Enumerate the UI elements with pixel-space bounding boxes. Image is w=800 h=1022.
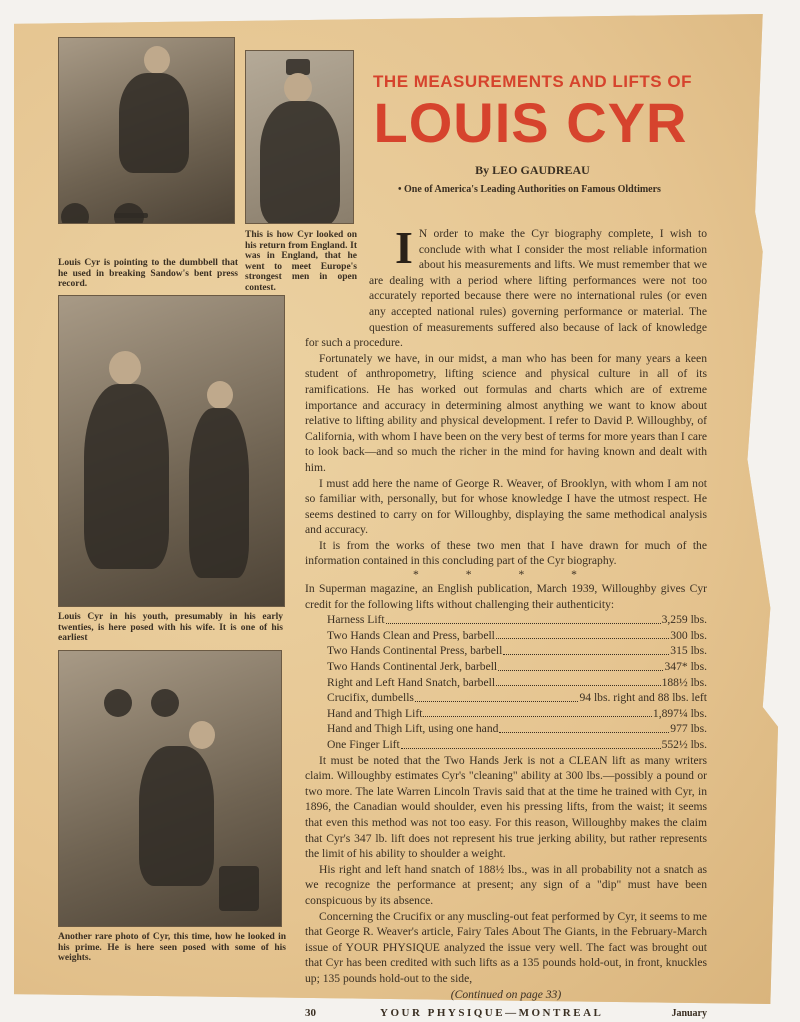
lift-name: One Finger Lift [327,738,400,751]
lift-row [305,659,707,675]
lift-row [305,737,707,753]
page-footer [305,1006,707,1022]
lift-name: Hand and Thigh Lift, using one hand [327,722,499,736]
issue-month: January [671,1008,707,1020]
lift-name: Two Hands Continental Jerk, barbell [327,660,498,674]
photo-cyr-dumbbell [58,37,235,224]
lift-name: Two Hands Clean and Press, barbell [327,628,495,642]
lift-value: 552½ lbs. [661,738,707,751]
continued-note: (Continued on page 33) [450,987,562,1001]
lift-row [305,643,707,659]
section-divider: * * * * [413,568,599,582]
dot-leader [386,612,661,624]
lift-row [305,675,707,691]
photo-cyr-with-wife [58,295,285,607]
dot-leader [503,643,669,655]
title-line-1: THE MEASUREMENTS AND LIFTS OF [373,72,692,91]
lift-row [305,690,707,706]
lift-name: Harness Lift [327,613,385,627]
lift-value: 3,259 lbs. [661,613,707,627]
lift-name: Hand and Thigh Lift [327,706,423,720]
lift-row [305,628,707,644]
lift-value: 315 lbs. [670,644,707,658]
lift-name: Two Hands Continental Press, barbell [327,644,503,658]
paragraph-2: Fortunately we have, in our midst, a man who has been for many years a keen student of anthropometry, lifting science and physical culture in all of its ramifications. He has worked out formulas and charts which are of extreme importance and accuracy in determining almost anything we want to know about relative to lifting ability and physical development. I refer to David P. Willoughby, of California, with whom I have been on the very best of terms for more years than I care to look back—and so much the richer in the mind for having known and dealt with him. [305,351,707,474]
lift-value: 94 lbs. right and 88 lbs. left [579,691,707,705]
lift-row [305,721,707,737]
paragraph-8: Concerning the Crucifix or any muscling-out feat performed by Cyr, it seems to me that George R. Weaver's article, Fairy Tales About The Giants, in the February-March issue of YOUR PHYSIQUE analyzed the issue very well. The fact was brought out that Cyr has been credited with such lifts as a 135 pounds hold-out, in front, knuckles up; 135 pounds hold-out to the side, [305,909,707,985]
lift-value: 1,897¼ lbs. [652,706,707,720]
byline: By LEO GAUDREAU [475,163,590,177]
dot-leader [496,675,661,687]
magazine-name: YOUR PHYSIQUE—MONTREAL [380,1007,604,1020]
title-line-2: LOUIS CYR [373,91,688,154]
dot-leader [499,721,669,733]
paragraph-5: In Superman magazine, an English publication, March 1939, Willoughby gives Cyr credit for the following lifts without challenging their authenticity: [305,582,707,611]
paragraph-3: I must add here the name of George R. Weaver, of Brooklyn, with whom I am not so familiar with, personally, but for whose knowledge I have the utmost respect. He seems destined to carry on for Willoughby, displaying the same methodical analysis and accuracy. [305,476,707,537]
lift-row [305,612,707,628]
dot-leader [496,628,669,640]
paragraph-4: It is from the works of these two men that I have drawn for much of the information contained in this concluding part of the Cyr biography. [305,538,707,568]
caption-clearance [305,226,369,326]
dot-leader [423,706,651,718]
paragraph-6: It must be noted that the Two Hands Jerk is not a CLEAN lift as many writers claim. Willoughby estimates Cyr's "cleaning" ability at 300 lbs.—possibly a pound or two more. The late Warren Lincoln Travis said that at the time he trained with Cyr, in 1896, the Canadian would shoulder, even his pressing lifts, from the waist; it seems that even this method was not too easy. For this reason, Willoughby makes the claim that Cyr's 347 lb. lift does not represent his true jerking ability, but rather represents the limit of his ability to shoulder a weight. [305,753,707,861]
lift-name: Right and Left Hand Snatch, barbell [327,675,496,689]
caption-with-wife: Louis Cyr in his youth, presumably in his early twenties, is here posed with his wife. It is one of his earliest [58,612,283,643]
caption-dumbbell: Louis Cyr is pointing to the dumbbell that he used in breaking Sandow's bent press record. [58,258,238,289]
lift-name: Crucifix, dumbells [327,691,414,705]
page-number: 30 [305,1007,316,1020]
dot-leader [401,737,661,749]
dot-leader [415,690,579,702]
lifts-list [305,612,707,752]
lift-value: 347* lbs. [664,660,707,674]
caption-top-hat: This is how Cyr looked on his return from England. It was in England, that he went to meet Europe's strongest men in open contest. [245,230,357,293]
photo-cyr-weights [58,650,282,927]
lift-row [305,706,707,722]
dot-leader [498,659,663,671]
lift-value: 188½ lbs. [661,675,707,689]
drop-cap: I [395,222,413,273]
lift-value: 977 lbs. [670,722,707,736]
paragraph-7: His right and left hand snatch of 188½ lbs., was in all probability not a snatch as we recognize the performance at present; any sign of a "dip" must have been conspicuous by its absence. [305,862,707,907]
author-subtitle: • One of America's Leading Authorities on Famous Oldtimers [398,184,661,195]
lift-value: 300 lbs. [670,628,707,642]
caption-weights: Another rare photo of Cyr, this time, how he looked in his prime. He is here seen posed with some of his weights. [58,932,286,963]
article-body [305,222,707,1022]
photo-cyr-top-hat [245,50,354,224]
paragraph-1-text: N order to make the Cyr biography complete, I wish to conclude with what I consider the most reliable information about his measurements and lifts. We must remember that we are dealing with a period where lifting performances were not too accurately reported because there were no international rules (or even any accepted national rules) governing performance or material. The question of measurements suffered also because of lack of knowledge for such a procedure. [305,227,707,350]
